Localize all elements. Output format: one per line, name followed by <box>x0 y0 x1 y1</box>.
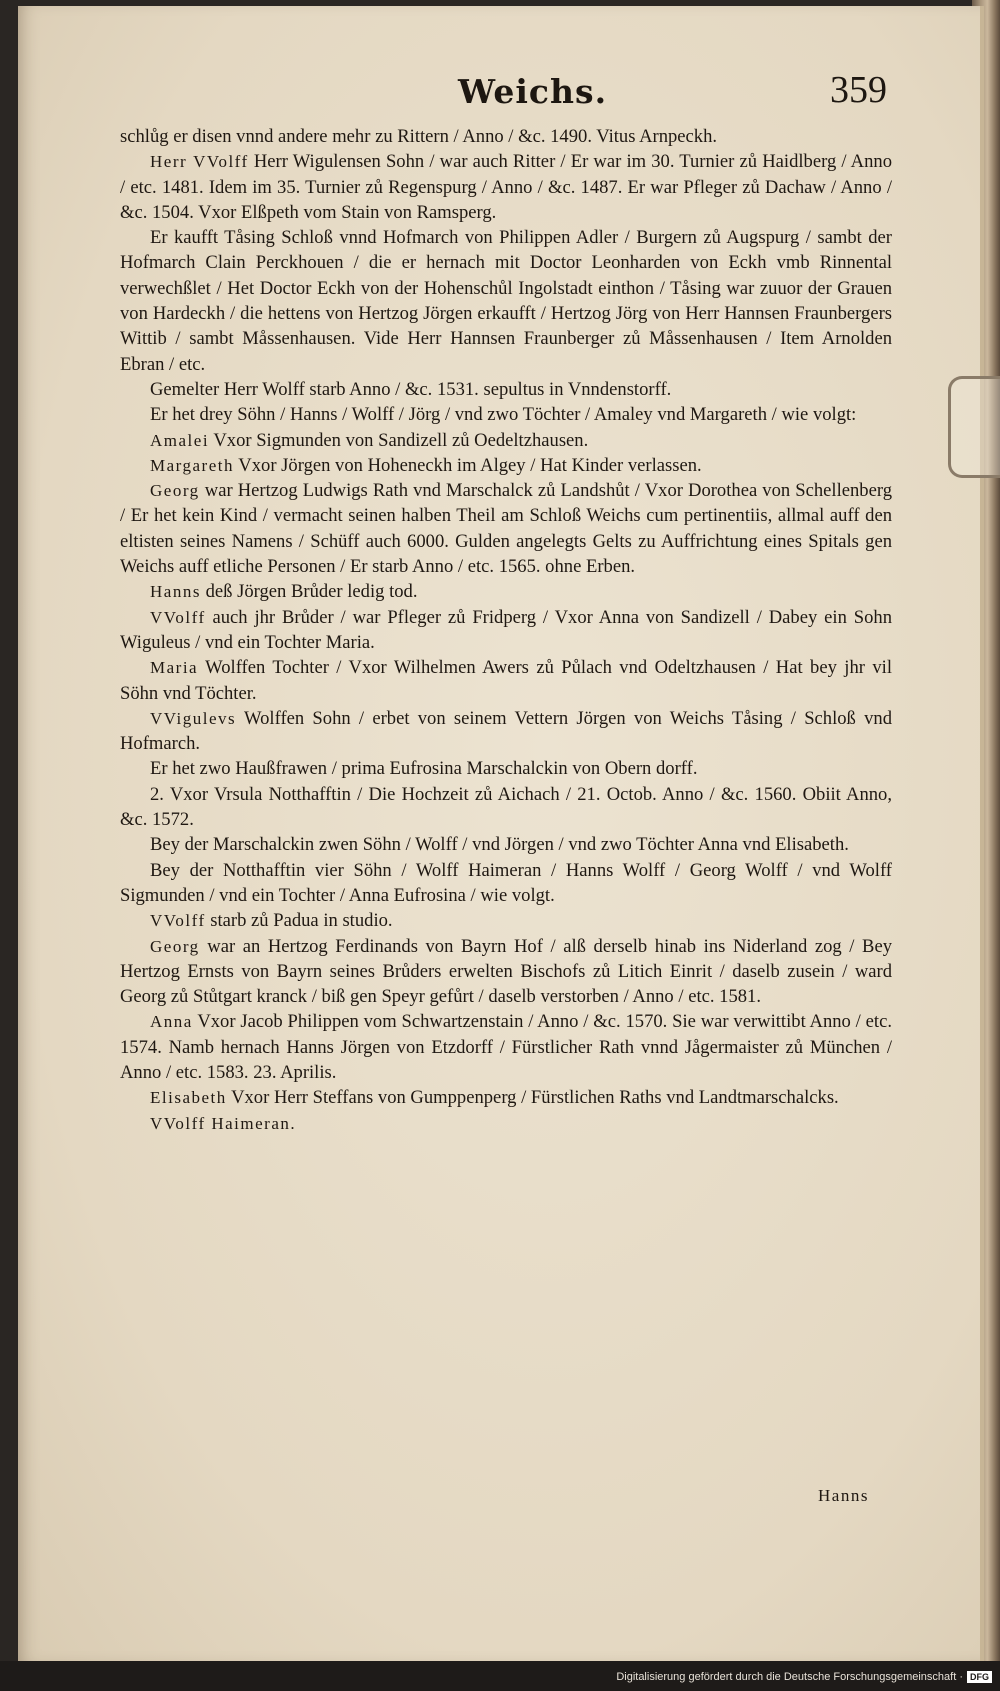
paragraph-text: 2. Vxor Vrsula Notthafftin / Die Hochzeit zů Aichach / 21. Octob. Anno / &c. 1560. Obiit Anno, &c. 1572. <box>120 783 892 831</box>
paragraph <box>120 579 892 604</box>
paragraph-lead-name: VVolff <box>150 911 206 931</box>
footer-text: Digitalisierung gefördert durch die Deutsche Forschungsgemeinschaft · <box>616 1671 963 1683</box>
paragraph <box>120 428 892 453</box>
paragraph-text: Wolffen Tochter / Vxor Wilhelmen Awers zů Půlach vnd Odeltzhausen / Hat bey jhr vil Söhn vnd Töchter. <box>120 657 892 704</box>
paragraph-text: Bey der Marschalckin zwen Söhn / Wolff / vnd Jörgen / vnd zwo Töchter Anna vnd Elisabeth. <box>150 834 849 856</box>
paragraph <box>120 377 892 402</box>
paragraph <box>120 782 892 833</box>
page-clip-tab <box>948 376 1000 478</box>
paragraph-lead-name: Anna <box>150 1012 193 1032</box>
paragraph <box>120 756 892 781</box>
paragraph-lead-name: Elisabeth <box>150 1088 227 1108</box>
paragraph <box>120 1111 892 1136</box>
paragraph-lead-name: VVolff <box>150 607 206 627</box>
paragraph-lead-name: VVolff Haimeran. <box>150 1113 297 1133</box>
paragraph-text: Gemelter Herr Wolff starb Anno / &c. 1531. sepultus in Vnndenstorff. <box>150 378 672 400</box>
paragraph-lead-name: Herr VVolff <box>150 152 249 172</box>
paragraph-text: Wolffen Sohn / erbet von seinem Vettern Jörgen von Weichs Tåsing / Schloß vnd Hofmarch. <box>120 707 892 755</box>
paragraph-text: Herr Wigulensen Sohn / war auch Ritter / Er war im 30. Turnier zů Haidlberg / Anno / etc. 1481. Idem im 35. Turnier zů Regenspurg / Anno / &c. 1487. Er war Pfleger zů Dachaw / Anno / &c. 1504. Vxor Elßpeth vom Stain von Ramsperg. <box>120 151 892 223</box>
paragraph-lead-name: Maria <box>150 658 199 678</box>
paragraph-text: Er het zwo Haußfrawen / prima Eufrosina Marschalckin von Obern dorff. <box>150 758 698 780</box>
paragraph <box>120 605 892 656</box>
paragraph-lead-name: Hanns <box>150 582 201 602</box>
paragraph-text: Vxor Herr Steffans von Gumppenperg / Fürstlichen Raths vnd Landtmarschalcks. <box>226 1087 839 1109</box>
paragraph <box>120 149 892 225</box>
paragraph <box>120 655 892 706</box>
book-page <box>18 6 984 1661</box>
paragraph-lead-name: VVigulevs <box>150 708 237 728</box>
running-head: Weichs. <box>458 72 608 111</box>
paragraph-lead-name: Georg <box>150 936 200 956</box>
paragraph-lead-name: Margareth <box>150 455 234 475</box>
paragraph <box>120 402 892 427</box>
paragraph <box>120 832 892 857</box>
paragraph-lead-name: Georg <box>150 481 200 501</box>
paragraph-text: Vxor Sigmunden von Sandizell zů Oedeltzhausen. <box>209 429 589 451</box>
footer-credit <box>616 1671 992 1683</box>
paragraph-text: Vxor Jacob Philippen vom Schwartzenstain / Anno / &c. 1570. Sie war verwittibt Anno / etc. 1574. Namb hernach Hanns Jörgen von Etzdorff / Fürstlicher Rath vnnd Jågermaister zů München / Anno / etc. 1583. 23. Aprilis. <box>120 1011 892 1083</box>
paragraph-text: war an Hertzog Ferdinands von Bayrn Hof / alß derselb hinab ins Niderland zog / Bey Hertzog Ernsts von Bayrn seines Brůders erwelten Bischofs zů Litich Einrit / daselb zusein / ward Georg zů Stůtgart kranck / biß gen Speyr gefůrt / daselb verstorben / Anno / etc. 1581. <box>120 935 892 1008</box>
paragraph-text: starb zů Padua in studio. <box>205 910 393 932</box>
page-header <box>18 66 980 122</box>
paragraph-text: Er kaufft Tåsing Schloß vnnd Hofmarch von Philippen Adler / Burgern zů Augspurg / sambt der Hofmarch Clain Perckhouen / die er hernach mit Doctor Leonharden von Eckh vmb Rinnental verwechßlet / Het Doctor Eckh von der Hohenschůl Ingolstadt einthon / Tåsing war zuuor der Grauen von Hardeckh / die hettens von Hertzog Jörgen erkaufft / Hertzog Jörg von Herr Hannsen Fraunbergers Wittib / sambt Måssenhausen. Vide Herr Hannsen Fraunberger zů Måssenhausen / Item Arnolden Ebran / etc. <box>120 227 892 375</box>
paragraph-text: Er het drey Söhn / Hanns / Wolff / Jörg / vnd zwo Töchter / Amaley vnd Margareth / wie volgt: <box>150 404 857 426</box>
paragraph-text: Bey der Notthafftin vier Söhn / Wolff Haimeran / Hanns Wolff / Georg Wolff / vnd Wolff Sigmunden / vnd ein Tochter / Anna Eufrosina / wie volgt. <box>120 859 892 906</box>
paragraph <box>120 478 892 579</box>
paragraph <box>120 225 892 377</box>
paragraph <box>120 858 892 909</box>
page-number: 359 <box>830 69 887 111</box>
paragraph-text: schlůg er disen vnnd andere mehr zu Rittern / Anno / &c. 1490. Vitus Arnpeckh. <box>120 126 718 147</box>
paragraph <box>120 1085 892 1110</box>
paragraph <box>120 453 892 478</box>
paragraph-text: auch jhr Brůder / war Pfleger zů Fridperg / Vxor Anna von Sandizell / Dabey ein Sohn Wiguleus / vnd ein Tochter Maria. <box>120 606 892 653</box>
paragraph <box>120 908 892 933</box>
paragraph <box>120 124 892 149</box>
dfg-logo: DFG <box>967 1671 992 1683</box>
paragraph <box>120 1009 892 1085</box>
paragraph <box>120 706 892 757</box>
body-text <box>120 124 892 1136</box>
paragraph-text: deß Jörgen Brůder ledig tod. <box>200 581 418 603</box>
paragraph-text: Vxor Jörgen von Hoheneckh im Algey / Hat Kinder verlassen. <box>234 454 702 476</box>
paragraph-text: war Hertzog Ludwigs Rath vnd Marschalck zů Landshůt / Vxor Dorothea von Schellenberg / Er het kein Kind / vermacht seinen halben Theil am Schloß Weichs cum pertinentiis, allmal auff den eltisten seines Namens / Schüff auch 6000. Gulden angelegts Gelts zu Auffrichtung eines Spitals gen Weichs auff etliche Personen / Er starb Anno / etc. 1565. ohne Erben. <box>120 480 892 578</box>
paragraph-lead-name: Amalei <box>150 430 210 450</box>
paragraph <box>120 934 892 1010</box>
catchword: Hanns <box>818 1486 869 1505</box>
